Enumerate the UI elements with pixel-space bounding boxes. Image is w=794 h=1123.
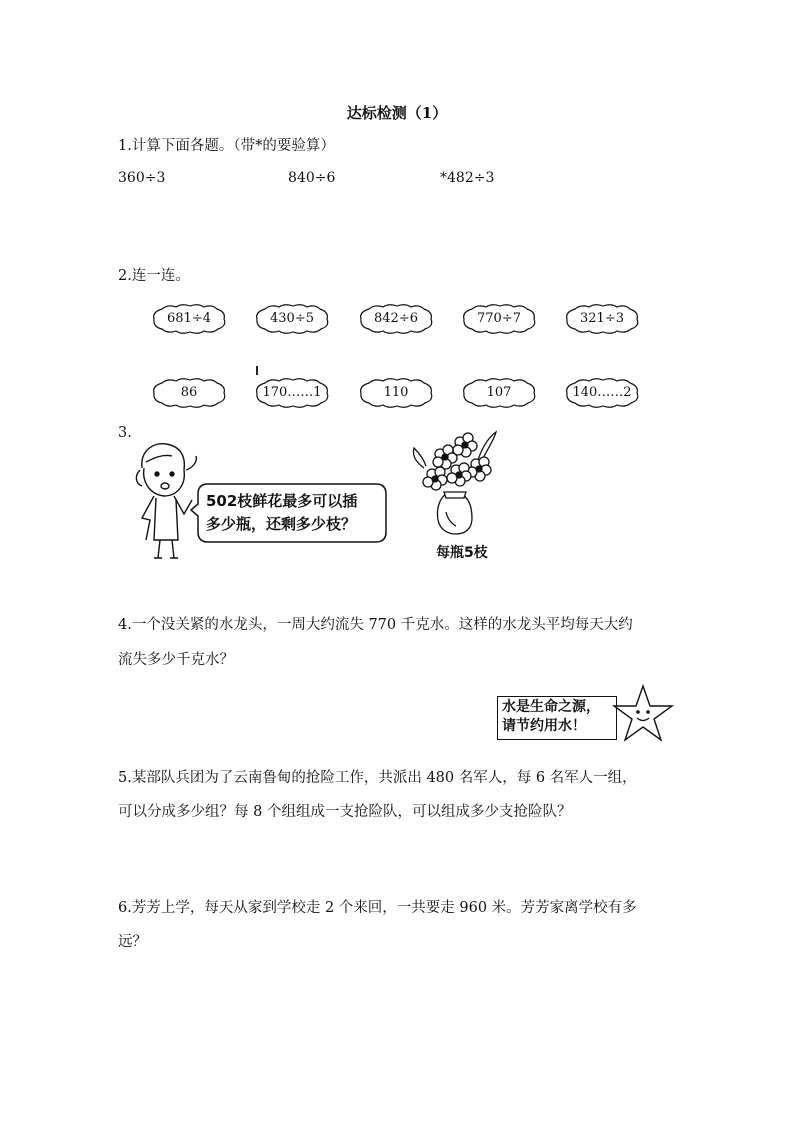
cloud-top-5-label: 321÷3 [580,311,624,326]
q4-line-2: 流失多少千克水？ [118,652,234,668]
cloud-top-1[interactable] [150,303,228,335]
q5-line-2: 可以分成多少组？每 8 个组组成一支抢险队，可以组成多少支抢险队？ [118,804,572,820]
cloud-bottom-5[interactable] [563,377,641,409]
q1-item-3: *482÷3 [440,170,495,186]
q1-prompt: 1.计算下面各题。（带*的要验算） [118,138,335,154]
cloud-bottom-1-label: 86 [180,385,198,400]
vase-caption: 每瓶5枝 [436,545,488,561]
bubble-line-1: 502枝鲜花最多可以插 [206,492,358,510]
page-title: 达标检测（1） [346,104,448,122]
sign-line-1: 水是生命之源， [502,699,600,715]
cloud-bottom-3-label: 110 [383,385,409,400]
cloud-top-2-label: 430÷5 [270,311,314,326]
star-mascot [612,684,674,742]
q5-line-1: 5.某部队兵团为了云南鲁甸的抢险工作，共派出 480 名军人，每 6 名军人一组， [118,770,637,786]
q1-item-2: 840÷6 [288,170,336,186]
cloud-top-3[interactable] [357,303,435,335]
cloud-bottom-4[interactable] [460,377,538,409]
cloud-bottom-2[interactable] [253,377,331,409]
q3-number: 3. [118,425,132,441]
q1-item-1: 360÷3 [118,170,166,186]
bubble-line-2: 多少瓶，还剩多少枝？ [206,515,357,533]
cloud-bottom-2-label: 170……1 [262,385,322,400]
cloud-top-3-label: 842÷6 [374,311,418,326]
q4-line-1: 4.一个没关紧的水龙头，一周大约流失 770 千克水。这样的水龙头平均每天大约 [118,617,633,633]
cloud-top-5[interactable] [563,303,641,335]
cloud-top-1-label: 681÷4 [167,311,211,326]
cloud-bottom-1[interactable] [150,377,228,409]
q2-prompt: 2.连一连。 [118,268,190,284]
flower-vase-illustration [410,428,500,538]
sign-line-2: 请节约用水！ [502,718,586,734]
cloud-bottom-5-label: 140……2 [572,385,632,400]
cloud-top-2[interactable] [253,303,331,335]
q6-line-2: 远？ [118,934,147,950]
cloud-bottom-3[interactable] [357,377,435,409]
cloud-bottom-4-label: 107 [486,385,512,400]
q6-line-1: 6.芳芳上学，每天从家到学校走 2 个来回，一共要走 960 米。芳芳家离学校有多 [118,900,637,916]
cloud-top-4-label: 770÷7 [477,311,521,326]
cloud-top-4[interactable] [460,303,538,335]
stray-mark [256,366,258,375]
